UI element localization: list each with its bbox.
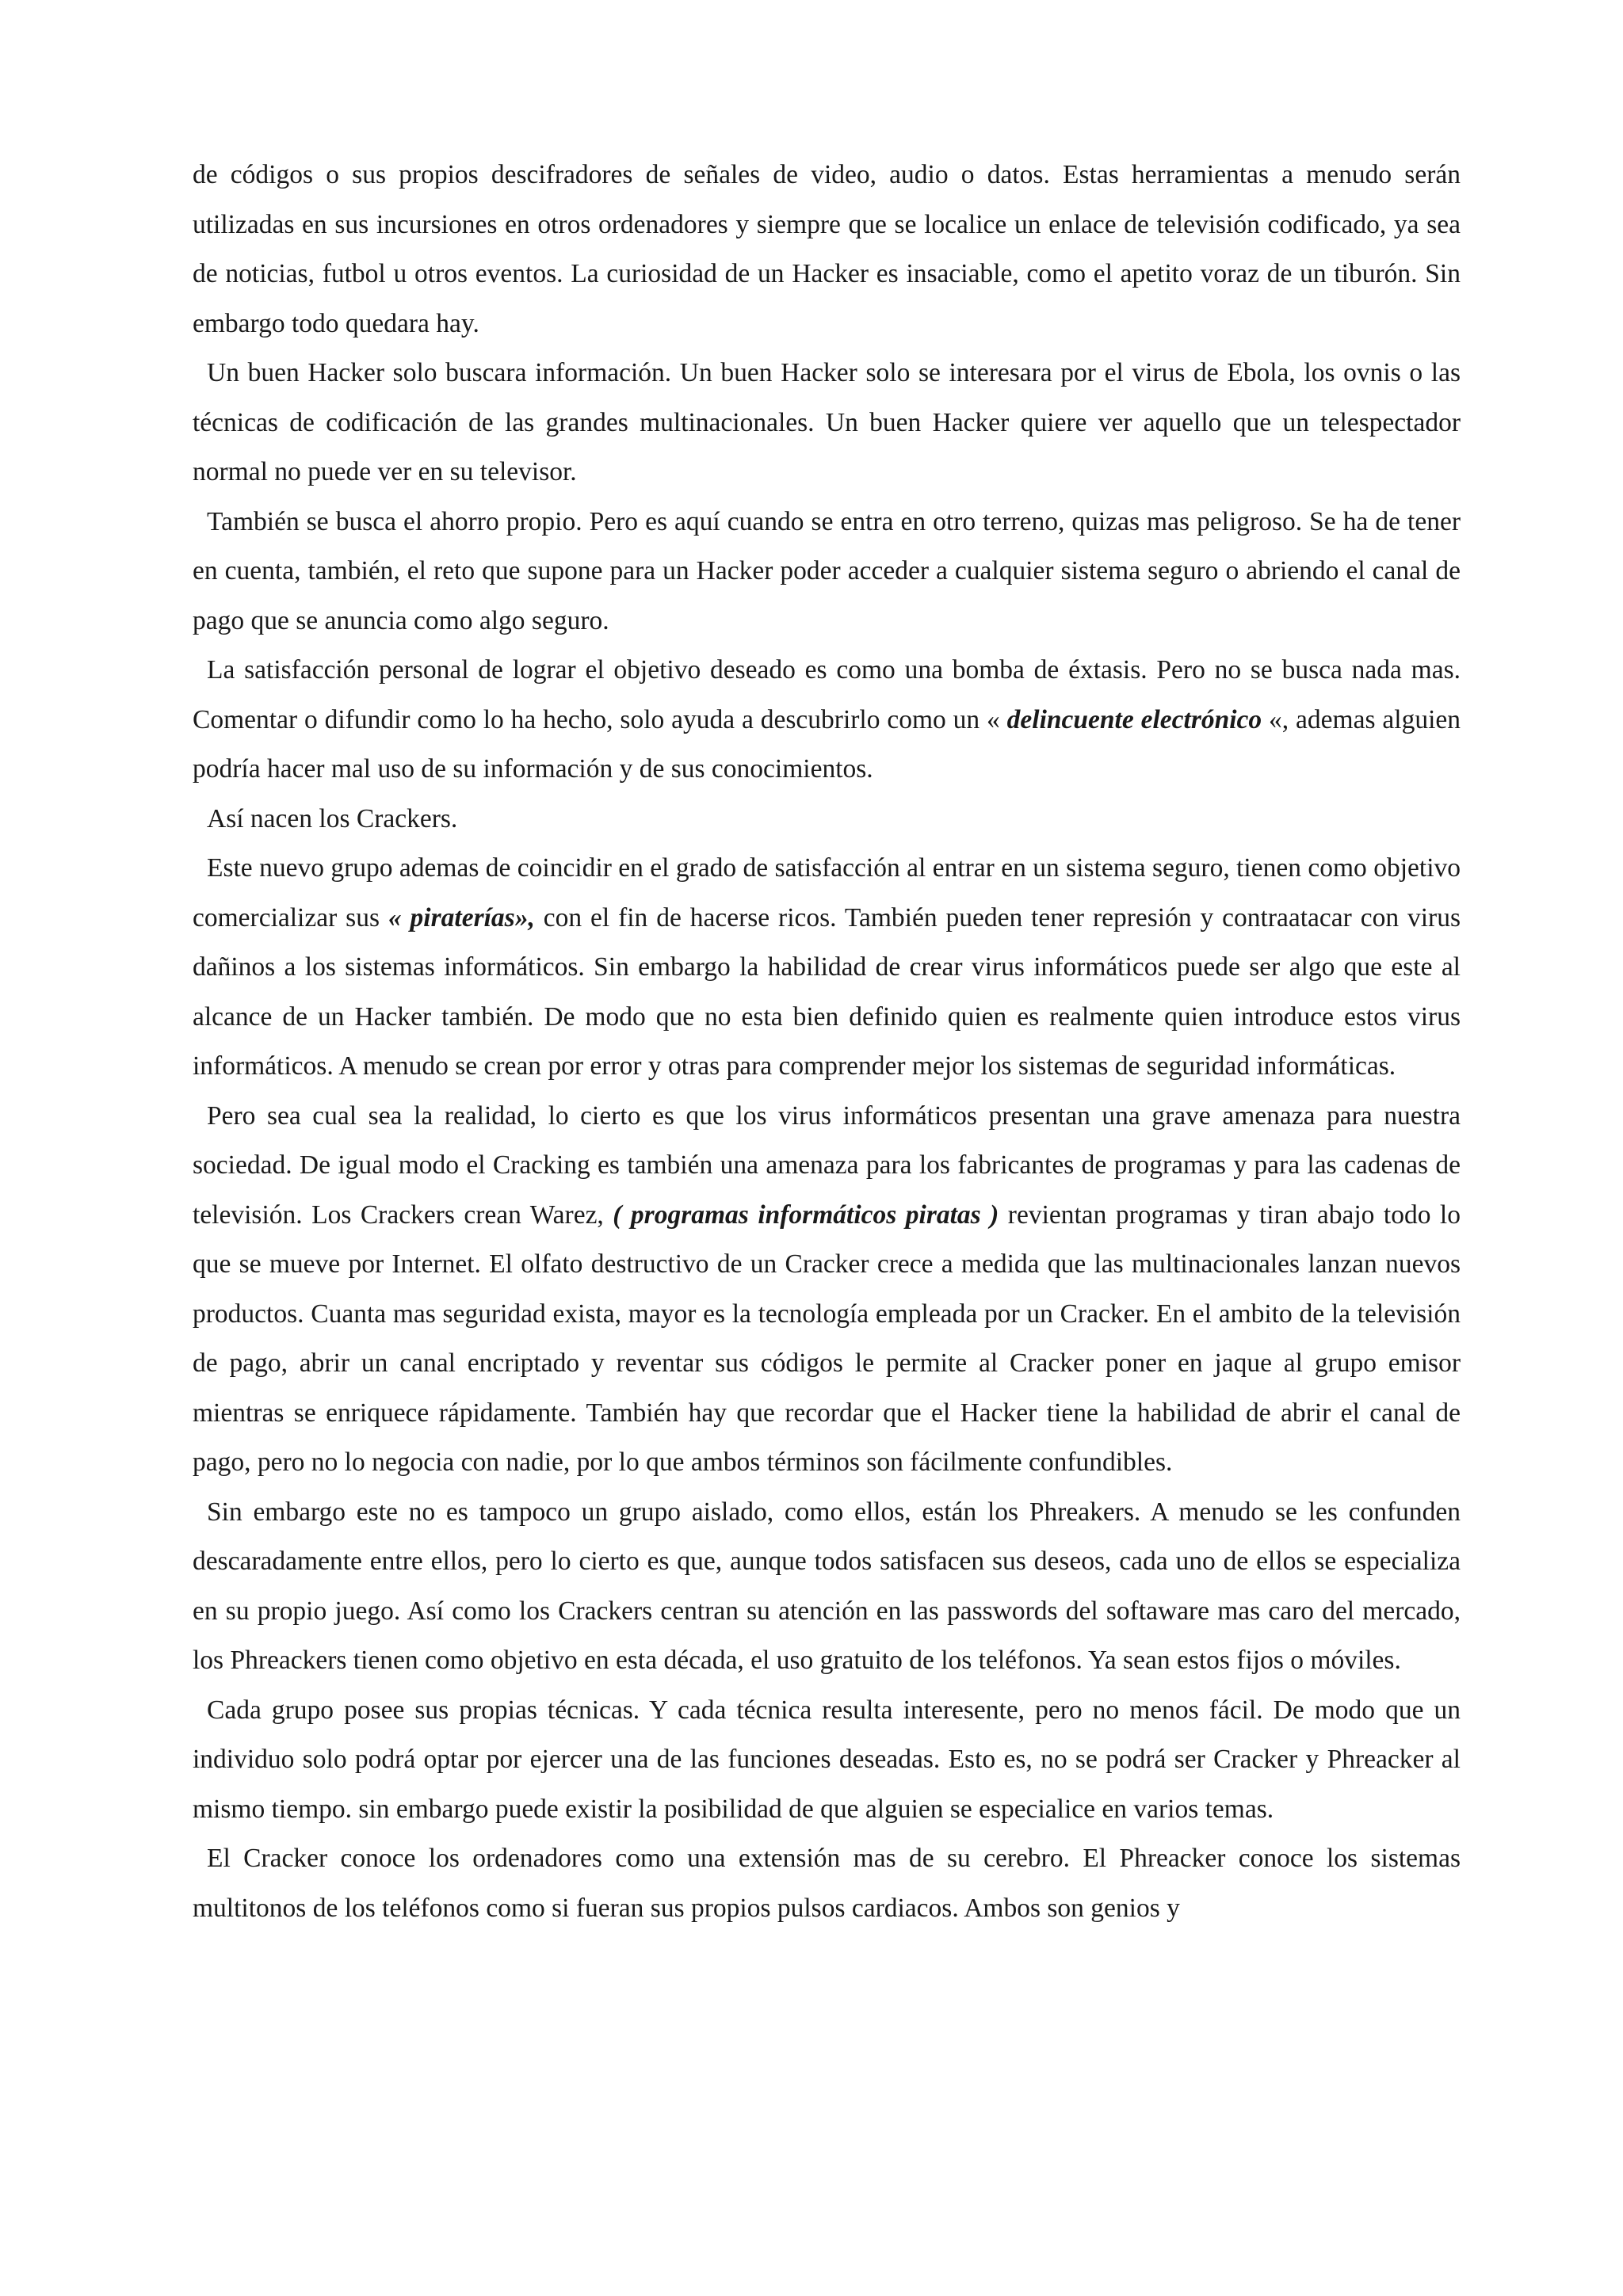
paragraph-text: con el fin de hacerse ricos. También pueden tener represión y contraatacar con virus dañinos a los sistemas informáticos. Sin embargo la habilidad de crear virus informáticos puede ser algo que este al alcance de un Hacker también. De modo que no esta bien definido quien es realmente quien introduce estos virus informáticos. A menudo se crean por error y otras para comprender mejor los sistemas de seguridad informáticas. [193, 902, 1461, 1081]
body-paragraph [193, 1488, 1461, 1686]
paragraph-text: Sin embargo este no es tampoco un grupo aislado, como ellos, están los Phreakers. A menudo se les confunden descaradamente entre ellos, pero lo cierto es que, aunque todos satisfacen sus deseos, cada uno de ellos se especializa en su propio juego. Así como los Crackers centran su atención en las passwords del softaware mas caro del mercado, los Phreackers tienen como objetivo en esta década, el uso gratuito de los teléfonos. Ya sean estos fijos o móviles. [193, 1497, 1461, 1675]
paragraph-text: «, ademas alguien podría hacer mal uso de su información y de sus conocimientos. [193, 704, 1461, 784]
body-paragraph [193, 646, 1461, 795]
body-paragraph [193, 795, 1461, 845]
paragraph-text: También se busca el ahorro propio. Pero es aquí cuando se entra en otro terreno, quizas mas peligroso. Se ha de tener en cuenta, también, el reto que supone para un Hacker poder acceder a cualquier sistema seguro o abriendo el canal de pago que se anuncia como algo seguro. [193, 506, 1461, 635]
paragraph-text: de códigos o sus propios descifradores de señales de video, audio o datos. Estas herramientas a menudo serán utilizadas en sus incursiones en otros ordenadores y siempre que se localice un enlace de televisión codificado, ya sea de noticias, futbol u otros eventos. La curiosidad de un Hacker es insaciable, como el apetito voraz de un tiburón. Sin embargo todo quedara hay. [193, 160, 1461, 338]
emphasized-text: « piraterías», [388, 902, 535, 933]
paragraph-text: Cada grupo posee sus propias técnicas. Y cada técnica resulta interesente, pero no menos fácil. De modo que un individuo solo podrá optar por ejercer una de las funciones deseadas. Esto es, no se podrá ser Cracker y Phreacker al mismo tiempo. sin embargo puede existir la posibilidad de que alguien se especialice en varios temas. [193, 1695, 1461, 1824]
paragraph-text: revientan programas y tiran abajo todo lo que se mueve por Internet. El olfato destructivo de un Cracker crece a medida que las multinacionales lanzan nuevos productos. Cuanta mas seguridad exista, mayor es la tecnología empleada por un Cracker. En el ambito de la televisión de pago, abrir un canal encriptado y reventar sus códigos le permite al Cracker poner en jaque al grupo emisor mientras se enriquece rápidamente. También hay que recordar que el Hacker tiene la habilidad de abrir el canal de pago, pero no lo negocia con nadie, por lo que ambos términos son fácilmente confundibles. [193, 1199, 1461, 1477]
body-paragraph [193, 498, 1461, 646]
paragraph-text: El Cracker conoce los ordenadores como una extensión mas de su cerebro. El Phreacker conoce los sistemas multitonos de los teléfonos como si fueran sus propios pulsos cardiacos. Ambos son genios y [193, 1844, 1461, 1923]
body-paragraph [193, 1686, 1461, 1835]
paragraph-text: Pero sea cual sea la realidad, lo cierto es que los virus informáticos presentan una grave amenaza para nuestra sociedad. De igual modo el Cracking es también una amenaza para los fabricantes de programas y para las cadenas de televisión. Los Crackers crean Warez, [193, 1100, 1461, 1230]
body-paragraph [193, 349, 1461, 498]
body-paragraph [193, 1092, 1461, 1488]
body-paragraph [193, 151, 1461, 349]
paragraph-text: Así nacen los Crackers. [207, 803, 458, 833]
paragraph-text: Este nuevo grupo ademas de coincidir en el grado de satisfacción al entrar en un sistema seguro, tienen como objetivo comercializar sus [193, 853, 1461, 933]
paragraph-text: La satisfacción personal de lograr el objetivo deseado es como una bomba de éxtasis. Pero no se busca nada mas. Comentar o difundir como lo ha hecho, solo ayuda a descubrirlo como un « [193, 655, 1461, 734]
emphasized-text: delincuente electrónico [1006, 704, 1262, 734]
paragraph-text: Un buen Hacker solo buscara información. Un buen Hacker solo se interesara por el virus de Ebola, los ovnis o las técnicas de codificación de las grandes multinacionales. Un buen Hacker quiere ver aquello que un telespectador normal no puede ver en su televisor. [193, 358, 1461, 486]
emphasized-text: ( programas informáticos piratas ) [613, 1199, 999, 1230]
document-page [193, 151, 1461, 1933]
body-paragraph [193, 844, 1461, 1092]
body-paragraph [193, 1834, 1461, 1933]
